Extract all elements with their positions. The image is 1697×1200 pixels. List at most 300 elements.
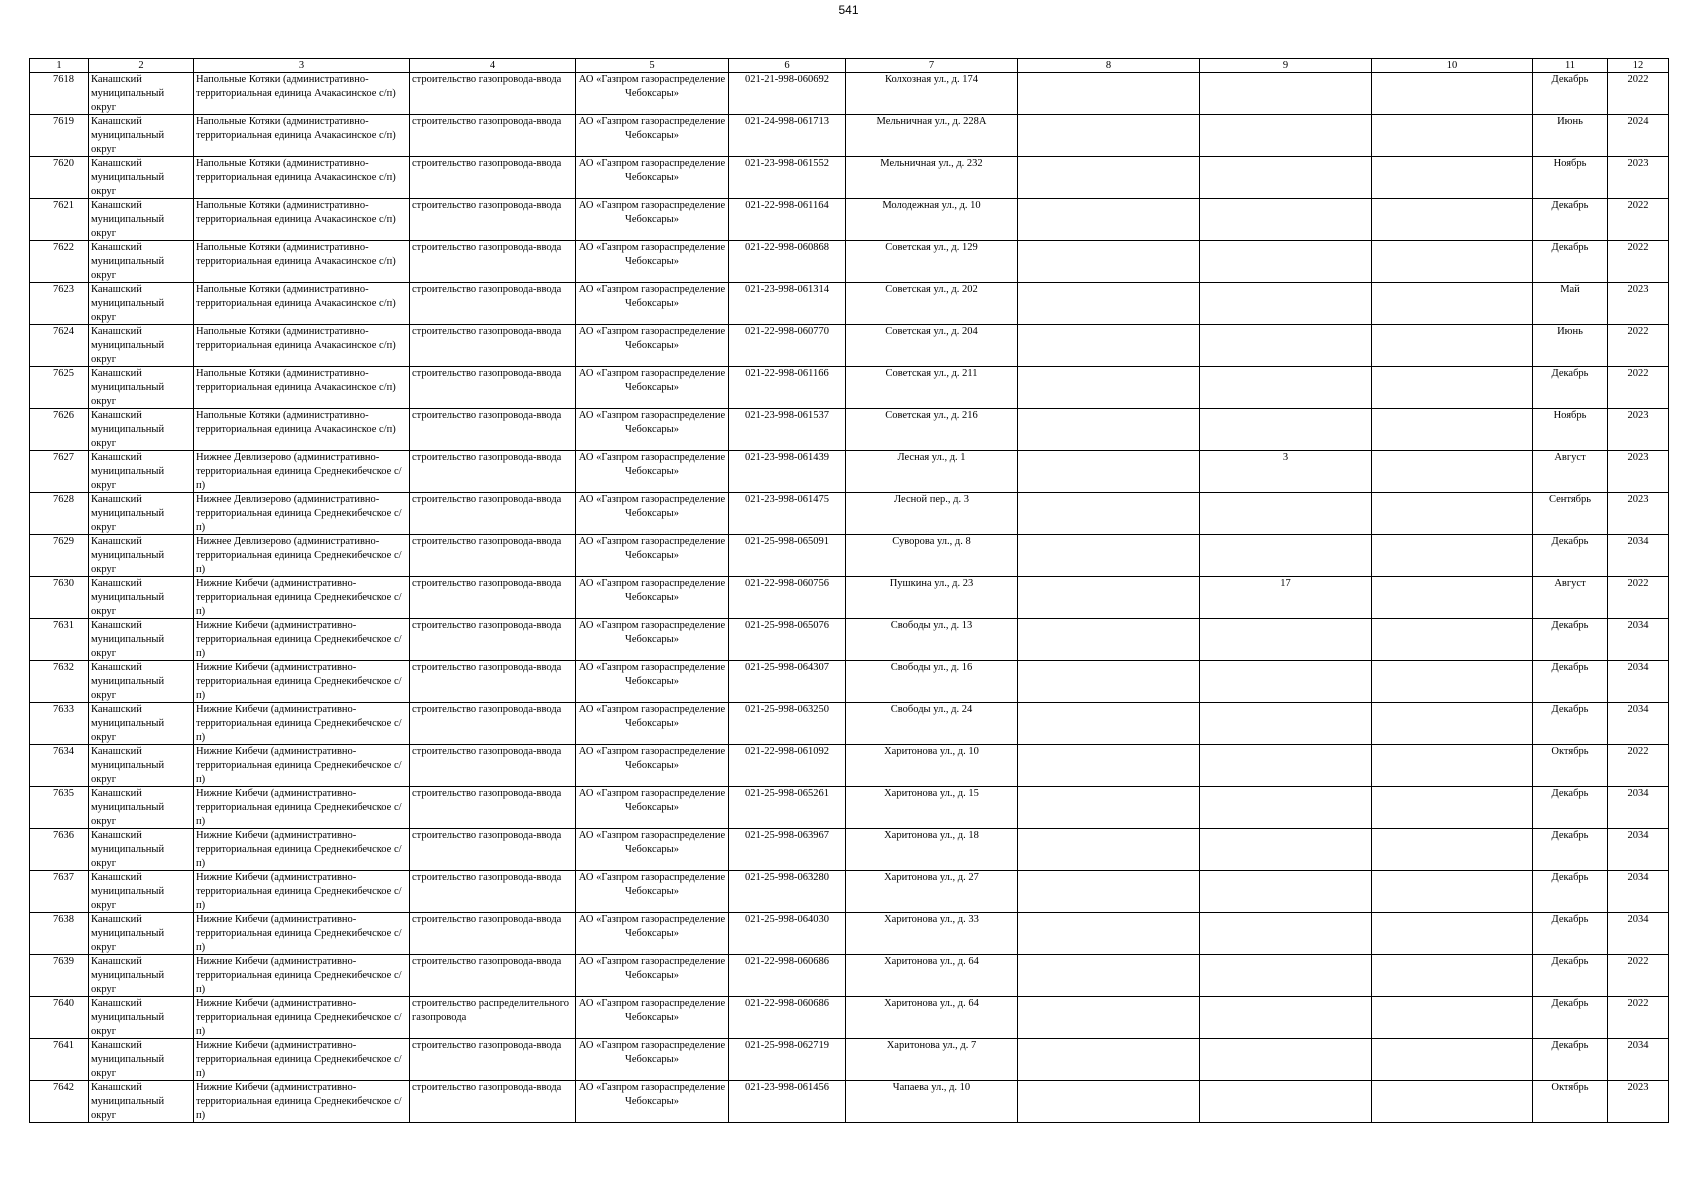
address-cell xyxy=(846,619,1018,661)
column-10-cell xyxy=(1372,409,1533,451)
row-number-text: 7634 xyxy=(53,746,74,757)
settlement-cell xyxy=(194,661,410,703)
settlement-cell xyxy=(194,493,410,535)
address-cell xyxy=(846,703,1018,745)
column-9-cell xyxy=(1200,997,1372,1039)
table-row xyxy=(30,661,1669,703)
district-cell xyxy=(89,829,194,871)
year-cell xyxy=(1608,367,1669,409)
object-code-cell xyxy=(729,745,846,787)
object-code-cell-text: 021-25-998-063280 xyxy=(745,872,829,883)
column-8-cell xyxy=(1018,535,1200,577)
district-cell xyxy=(89,115,194,157)
table-row xyxy=(30,871,1669,913)
address-cell-text: Харитонова ул., д. 64 xyxy=(884,998,979,1009)
column-header: 9 xyxy=(1200,59,1372,73)
column-8-cell xyxy=(1018,661,1200,703)
address-cell xyxy=(846,871,1018,913)
organization-cell-text: АО «Газпром газораспределение Чебоксары» xyxy=(578,746,726,771)
district-cell xyxy=(89,577,194,619)
work-type-cell-text: строительство газопровода-ввода xyxy=(412,1082,562,1093)
column-9-cell xyxy=(1200,1039,1372,1081)
row-number xyxy=(30,409,89,451)
object-code-cell xyxy=(729,535,846,577)
table-row xyxy=(30,367,1669,409)
district-cell-text: Канашский муниципальный округ xyxy=(91,410,165,449)
district-cell-text: Канашский муниципальный округ xyxy=(91,956,165,995)
year-cell xyxy=(1608,787,1669,829)
row-number-text: 7636 xyxy=(53,830,74,841)
district-cell-text: Канашский муниципальный округ xyxy=(91,620,165,659)
settlement-cell-text: Нижние Кибечи (административно-территориальная единица Среднекибечское с/п) xyxy=(196,662,402,701)
organization-cell xyxy=(576,997,729,1039)
column-9-cell xyxy=(1200,871,1372,913)
address-cell xyxy=(846,787,1018,829)
row-number xyxy=(30,115,89,157)
district-cell xyxy=(89,1039,194,1081)
settlement-cell-text: Нижние Кибечи (административно-территориальная единица Среднекибечское с/п) xyxy=(196,956,402,995)
settlement-cell xyxy=(194,1039,410,1081)
object-code-cell-text: 021-23-998-061552 xyxy=(745,158,829,169)
year-cell xyxy=(1608,493,1669,535)
year-cell-text: 2034 xyxy=(1627,872,1649,883)
settlement-cell-text: Нижние Кибечи (административно-территориальная единица Среднекибечское с/п) xyxy=(196,914,402,953)
organization-cell xyxy=(576,871,729,913)
address-cell-text: Пушкина ул., д. 23 xyxy=(889,578,974,589)
organization-cell-text: АО «Газпром газораспределение Чебоксары» xyxy=(578,116,726,141)
work-type-cell-text: строительство газопровода-ввода xyxy=(412,914,562,925)
settlement-cell xyxy=(194,1081,410,1123)
organization-cell xyxy=(576,535,729,577)
year-cell-text: 2024 xyxy=(1627,116,1649,127)
year-cell-text: 2034 xyxy=(1627,788,1649,799)
settlement-cell-text: Напольные Котяки (административно-территориальная единица Ачакасинское с/п) xyxy=(196,410,396,435)
settlement-cell xyxy=(194,115,410,157)
column-9-cell xyxy=(1200,829,1372,871)
organization-cell-text: АО «Газпром газораспределение Чебоксары» xyxy=(578,620,726,645)
address-cell xyxy=(846,241,1018,283)
year-cell-text: 2022 xyxy=(1627,242,1649,253)
work-type-cell-text: строительство газопровода-ввода xyxy=(412,452,562,463)
year-cell xyxy=(1608,661,1669,703)
address-cell xyxy=(846,157,1018,199)
year-cell-text: 2034 xyxy=(1627,914,1649,925)
district-cell xyxy=(89,745,194,787)
year-cell-text: 2022 xyxy=(1627,74,1649,85)
district-cell xyxy=(89,955,194,997)
settlement-cell xyxy=(194,577,410,619)
work-type-cell-text: строительство газопровода-ввода xyxy=(412,704,562,715)
column-10-cell xyxy=(1372,115,1533,157)
year-cell xyxy=(1608,535,1669,577)
row-number xyxy=(30,745,89,787)
row-number xyxy=(30,955,89,997)
organization-cell xyxy=(576,241,729,283)
column-10-cell xyxy=(1372,451,1533,493)
row-number-text: 7627 xyxy=(53,452,74,463)
column-10-cell xyxy=(1372,997,1533,1039)
address-cell-text: Харитонова ул., д. 64 xyxy=(884,956,979,967)
month-cell xyxy=(1533,199,1608,241)
month-cell-text: Декабрь xyxy=(1551,704,1589,715)
district-cell-text: Канашский муниципальный округ xyxy=(91,536,165,575)
organization-cell xyxy=(576,1081,729,1123)
column-9-cell xyxy=(1200,451,1372,493)
row-number xyxy=(30,619,89,661)
settlement-cell xyxy=(194,451,410,493)
column-9-cell-text: 3 xyxy=(1282,452,1289,463)
month-cell-text: Декабрь xyxy=(1551,998,1589,1009)
address-cell-text: Харитонова ул., д. 15 xyxy=(884,788,979,799)
address-cell xyxy=(846,451,1018,493)
column-8-cell xyxy=(1018,325,1200,367)
table-row xyxy=(30,577,1669,619)
row-number xyxy=(30,997,89,1039)
district-cell xyxy=(89,661,194,703)
address-cell xyxy=(846,367,1018,409)
object-code-cell-text: 021-25-998-063250 xyxy=(745,704,829,715)
table-row xyxy=(30,703,1669,745)
settlement-cell-text: Нижние Кибечи (административно-территориальная единица Среднекибечское с/п) xyxy=(196,1040,402,1079)
column-10-cell xyxy=(1372,283,1533,325)
organization-cell xyxy=(576,703,729,745)
column-10-cell xyxy=(1372,619,1533,661)
organization-cell xyxy=(576,955,729,997)
work-type-cell-text: строительство газопровода-ввода xyxy=(412,116,562,127)
district-cell xyxy=(89,367,194,409)
column-8-cell xyxy=(1018,577,1200,619)
organization-cell-text: АО «Газпром газораспределение Чебоксары» xyxy=(578,242,726,267)
year-cell xyxy=(1608,115,1669,157)
district-cell xyxy=(89,325,194,367)
header-row xyxy=(30,59,1669,73)
column-header: 5 xyxy=(576,59,729,73)
month-cell xyxy=(1533,409,1608,451)
year-cell-text: 2023 xyxy=(1627,284,1649,295)
address-cell xyxy=(846,745,1018,787)
year-cell-text: 2022 xyxy=(1627,578,1649,589)
table-row xyxy=(30,241,1669,283)
month-cell xyxy=(1533,997,1608,1039)
month-cell-text: Сентябрь xyxy=(1548,494,1592,505)
table-row xyxy=(30,199,1669,241)
month-cell xyxy=(1533,787,1608,829)
settlement-cell-text: Напольные Котяки (административно-территориальная единица Ачакасинское с/п) xyxy=(196,368,396,393)
organization-cell-text: АО «Газпром газораспределение Чебоксары» xyxy=(578,662,726,687)
column-8-cell xyxy=(1018,115,1200,157)
work-type-cell xyxy=(410,283,576,325)
work-type-cell-text: строительство газопровода-ввода xyxy=(412,788,562,799)
work-type-cell-text: строительство газопровода-ввода xyxy=(412,872,562,883)
organization-cell-text: АО «Газпром газораспределение Чебоксары» xyxy=(578,158,726,183)
column-9-cell xyxy=(1200,1081,1372,1123)
object-code-cell-text: 021-25-998-062719 xyxy=(745,1040,829,1051)
organization-cell-text: АО «Газпром газораспределение Чебоксары» xyxy=(578,410,726,435)
month-cell xyxy=(1533,703,1608,745)
row-number-text: 7621 xyxy=(53,200,74,211)
year-cell xyxy=(1608,913,1669,955)
row-number-text: 7640 xyxy=(53,998,74,1009)
address-cell xyxy=(846,115,1018,157)
object-code-cell-text: 021-22-998-060686 xyxy=(745,998,829,1009)
row-number-text: 7641 xyxy=(53,1040,74,1051)
column-header: 6 xyxy=(729,59,846,73)
row-number xyxy=(30,1081,89,1123)
column-9-cell-text: 17 xyxy=(1280,578,1291,589)
settlement-cell xyxy=(194,703,410,745)
object-code-cell xyxy=(729,955,846,997)
work-type-cell xyxy=(410,409,576,451)
row-number xyxy=(30,157,89,199)
district-cell-text: Канашский муниципальный округ xyxy=(91,1040,165,1079)
row-number xyxy=(30,577,89,619)
year-cell xyxy=(1608,409,1669,451)
settlement-cell-text: Нижние Кибечи (административно-территориальная единица Среднекибечское с/п) xyxy=(196,620,402,659)
column-8-cell xyxy=(1018,871,1200,913)
month-cell-text: Август xyxy=(1554,578,1586,589)
year-cell xyxy=(1608,745,1669,787)
year-cell xyxy=(1608,619,1669,661)
year-cell-text: 2034 xyxy=(1627,662,1649,673)
year-cell-text: 2022 xyxy=(1627,200,1649,211)
address-cell xyxy=(846,1081,1018,1123)
district-cell-text: Канашский муниципальный округ xyxy=(91,158,165,197)
settlement-cell-text: Нижние Кибечи (административно-территориальная единица Среднекибечское с/п) xyxy=(196,872,402,911)
district-cell xyxy=(89,997,194,1039)
month-cell xyxy=(1533,1081,1608,1123)
address-cell-text: Харитонова ул., д. 33 xyxy=(884,914,979,925)
row-number-text: 7622 xyxy=(53,242,74,253)
column-10-cell xyxy=(1372,577,1533,619)
organization-cell-text: АО «Газпром газораспределение Чебоксары» xyxy=(578,788,726,813)
row-number xyxy=(30,283,89,325)
month-cell-text: Декабрь xyxy=(1551,914,1589,925)
object-code-cell xyxy=(729,871,846,913)
column-9-cell xyxy=(1200,955,1372,997)
object-code-cell xyxy=(729,199,846,241)
table-row xyxy=(30,1039,1669,1081)
year-cell-text: 2034 xyxy=(1627,1040,1649,1051)
work-type-cell-text: строительство газопровода-ввода xyxy=(412,620,562,631)
table-row xyxy=(30,913,1669,955)
address-cell xyxy=(846,913,1018,955)
month-cell xyxy=(1533,955,1608,997)
year-cell-text: 2022 xyxy=(1627,746,1649,757)
district-cell-text: Канашский муниципальный округ xyxy=(91,326,165,365)
district-cell-text: Канашский муниципальный округ xyxy=(91,74,165,113)
column-8-cell xyxy=(1018,409,1200,451)
row-number-text: 7629 xyxy=(53,536,74,547)
column-8-cell xyxy=(1018,283,1200,325)
row-number-text: 7618 xyxy=(53,74,74,85)
year-cell xyxy=(1608,199,1669,241)
table-row xyxy=(30,829,1669,871)
month-cell-text: Июнь xyxy=(1557,116,1583,127)
object-code-cell xyxy=(729,619,846,661)
month-cell-text: Декабрь xyxy=(1551,872,1589,883)
month-cell-text: Декабрь xyxy=(1551,830,1589,841)
row-number xyxy=(30,493,89,535)
organization-cell-text: АО «Газпром газораспределение Чебоксары» xyxy=(578,284,726,309)
month-cell xyxy=(1533,535,1608,577)
organization-cell xyxy=(576,115,729,157)
column-9-cell xyxy=(1200,619,1372,661)
organization-cell xyxy=(576,283,729,325)
address-cell-text: Советская ул., д. 202 xyxy=(885,284,978,295)
district-cell-text: Канашский муниципальный округ xyxy=(91,662,165,701)
district-cell-text: Канашский муниципальный округ xyxy=(91,788,165,827)
year-cell-text: 2022 xyxy=(1627,368,1649,379)
work-type-cell-text: строительство газопровода-ввода xyxy=(412,746,562,757)
row-number-text: 7626 xyxy=(53,410,74,421)
work-type-cell xyxy=(410,241,576,283)
table-row xyxy=(30,535,1669,577)
organization-cell-text: АО «Газпром газораспределение Чебоксары» xyxy=(578,200,726,225)
address-cell-text: Советская ул., д. 216 xyxy=(885,410,978,421)
settlement-cell xyxy=(194,241,410,283)
district-cell-text: Канашский муниципальный округ xyxy=(91,1082,165,1121)
object-code-cell-text: 021-22-998-061166 xyxy=(745,368,829,379)
work-type-cell xyxy=(410,829,576,871)
column-8-cell xyxy=(1018,787,1200,829)
address-cell-text: Мельничная ул., д. 232 xyxy=(880,158,983,169)
organization-cell xyxy=(576,73,729,115)
row-number-text: 7642 xyxy=(53,1082,74,1093)
row-number-text: 7619 xyxy=(53,116,74,127)
object-code-cell xyxy=(729,409,846,451)
organization-cell-text: АО «Газпром газораспределение Чебоксары» xyxy=(578,326,726,351)
object-code-cell xyxy=(729,577,846,619)
settlement-cell xyxy=(194,619,410,661)
district-cell-text: Канашский муниципальный округ xyxy=(91,746,165,785)
work-type-cell xyxy=(410,1039,576,1081)
table-row xyxy=(30,157,1669,199)
column-10-cell xyxy=(1372,787,1533,829)
column-8-cell xyxy=(1018,955,1200,997)
object-code-cell xyxy=(729,241,846,283)
month-cell xyxy=(1533,367,1608,409)
district-cell-text: Канашский муниципальный округ xyxy=(91,452,165,491)
organization-cell-text: АО «Газпром газораспределение Чебоксары» xyxy=(578,578,726,603)
month-cell-text: Декабрь xyxy=(1551,956,1589,967)
work-type-cell xyxy=(410,619,576,661)
row-number-text: 7635 xyxy=(53,788,74,799)
object-code-cell xyxy=(729,115,846,157)
settlement-cell xyxy=(194,871,410,913)
work-type-cell xyxy=(410,367,576,409)
work-type-cell-text: строительство газопровода-ввода xyxy=(412,830,562,841)
column-10-cell xyxy=(1372,661,1533,703)
organization-cell-text: АО «Газпром газораспределение Чебоксары» xyxy=(578,494,726,519)
column-10-cell xyxy=(1372,703,1533,745)
settlement-cell-text: Напольные Котяки (административно-территориальная единица Ачакасинское с/п) xyxy=(196,284,396,309)
row-number xyxy=(30,661,89,703)
object-code-cell xyxy=(729,451,846,493)
district-cell-text: Канашский муниципальный округ xyxy=(91,116,165,155)
column-8-cell xyxy=(1018,1081,1200,1123)
row-number xyxy=(30,871,89,913)
settlement-cell xyxy=(194,325,410,367)
column-10-cell xyxy=(1372,955,1533,997)
address-cell xyxy=(846,1039,1018,1081)
object-code-cell-text: 021-25-998-065091 xyxy=(745,536,829,547)
column-10-cell xyxy=(1372,325,1533,367)
column-header: 12 xyxy=(1608,59,1669,73)
month-cell xyxy=(1533,73,1608,115)
column-9-cell xyxy=(1200,241,1372,283)
column-8-cell xyxy=(1018,1039,1200,1081)
column-header: 3 xyxy=(194,59,410,73)
address-cell-text: Чапаева ул., д. 10 xyxy=(892,1082,971,1093)
settlement-cell xyxy=(194,955,410,997)
column-9-cell xyxy=(1200,199,1372,241)
district-cell xyxy=(89,283,194,325)
row-number xyxy=(30,535,89,577)
table-row xyxy=(30,325,1669,367)
month-cell-text: Декабрь xyxy=(1551,788,1589,799)
object-code-cell xyxy=(729,787,846,829)
month-cell xyxy=(1533,871,1608,913)
month-cell-text: Октябрь xyxy=(1551,1082,1589,1093)
settlement-cell-text: Нижнее Девлизерово (административно-территориальная единица Среднекибечское с/п) xyxy=(196,452,402,491)
address-cell xyxy=(846,577,1018,619)
district-cell xyxy=(89,451,194,493)
table-row xyxy=(30,451,1669,493)
object-code-cell-text: 021-25-998-064030 xyxy=(745,914,829,925)
work-type-cell xyxy=(410,115,576,157)
column-header: 2 xyxy=(89,59,194,73)
column-10-cell xyxy=(1372,745,1533,787)
address-cell xyxy=(846,955,1018,997)
row-number xyxy=(30,703,89,745)
row-number-text: 7630 xyxy=(53,578,74,589)
column-10-cell xyxy=(1372,535,1533,577)
object-code-cell-text: 021-24-998-061713 xyxy=(745,116,829,127)
organization-cell xyxy=(576,199,729,241)
year-cell-text: 2022 xyxy=(1627,956,1649,967)
settlement-cell-text: Нижние Кибечи (административно-территориальная единица Среднекибечское с/п) xyxy=(196,704,402,743)
year-cell-text: 2022 xyxy=(1627,326,1649,337)
district-cell xyxy=(89,619,194,661)
settlement-cell xyxy=(194,787,410,829)
column-10-cell xyxy=(1372,241,1533,283)
column-10-cell xyxy=(1372,829,1533,871)
month-cell-text: Декабрь xyxy=(1551,368,1589,379)
month-cell xyxy=(1533,241,1608,283)
column-9-cell xyxy=(1200,115,1372,157)
district-cell xyxy=(89,1081,194,1123)
work-type-cell xyxy=(410,745,576,787)
month-cell-text: Ноябрь xyxy=(1553,158,1587,169)
organization-cell xyxy=(576,493,729,535)
organization-cell-text: АО «Газпром газораспределение Чебоксары» xyxy=(578,704,726,729)
address-cell-text: Советская ул., д. 211 xyxy=(885,368,978,379)
column-header: 4 xyxy=(410,59,576,73)
work-type-cell-text: строительство газопровода-ввода xyxy=(412,494,562,505)
column-header: 8 xyxy=(1018,59,1200,73)
address-cell-text: Харитонова ул., д. 10 xyxy=(884,746,979,757)
month-cell xyxy=(1533,325,1608,367)
row-number-text: 7620 xyxy=(53,158,74,169)
work-type-cell xyxy=(410,703,576,745)
settlement-cell-text: Нижние Кибечи (административно-территориальная единица Среднекибечское с/п) xyxy=(196,578,402,617)
month-cell xyxy=(1533,283,1608,325)
row-number xyxy=(30,367,89,409)
organization-cell-text: АО «Газпром газораспределение Чебоксары» xyxy=(578,74,726,99)
year-cell xyxy=(1608,325,1669,367)
settlement-cell-text: Напольные Котяки (административно-территориальная единица Ачакасинское с/п) xyxy=(196,326,396,351)
table-row xyxy=(30,955,1669,997)
